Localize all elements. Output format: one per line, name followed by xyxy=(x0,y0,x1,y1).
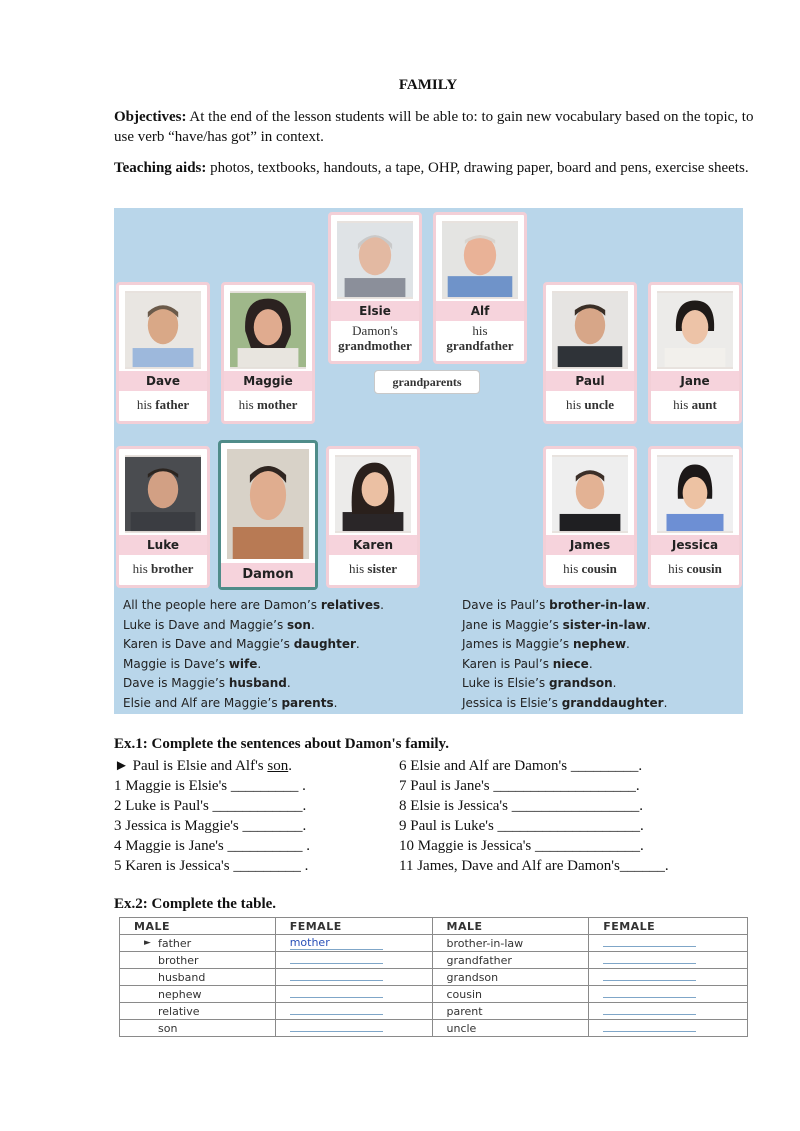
card-jane xyxy=(648,282,742,424)
card-relation: his sister xyxy=(348,561,398,576)
card-relation: his uncle xyxy=(565,397,615,412)
ex1-item[interactable]: 11 James, Dave and Alf are Damon's______. xyxy=(399,858,669,874)
luke-photo xyxy=(125,455,201,533)
example-arrow-icon: ► xyxy=(144,938,151,948)
card-relation: his brother xyxy=(132,561,194,576)
ex1-item[interactable]: 6 Elsie and Alf are Damon's _________. xyxy=(399,758,643,774)
table-cell: relative xyxy=(120,1003,276,1020)
table-cell-answer[interactable] xyxy=(275,1003,432,1020)
objectives-paragraph xyxy=(114,107,754,147)
table-cell-answer[interactable] xyxy=(275,969,432,986)
family-tree-picture xyxy=(114,208,743,714)
card-karen xyxy=(326,446,420,588)
table-cell: ► father xyxy=(120,935,276,952)
jessica-photo xyxy=(657,455,733,533)
teaching-aids-text: photos, textbooks, handouts, a tape, OHP, drawing paper, board and pens, exercise sheets. xyxy=(206,160,749,176)
column-header: MALE xyxy=(120,918,276,935)
table-cell-answer[interactable] xyxy=(589,969,748,986)
table-cell: grandson xyxy=(432,969,589,986)
gender-table xyxy=(119,917,748,1037)
page-title: FAMILY xyxy=(398,77,458,93)
ex1-item[interactable]: 10 Maggie is Jessica's ______________. xyxy=(399,838,644,854)
card-name: Jessica xyxy=(651,535,739,555)
table-cell-answer[interactable] xyxy=(275,952,432,969)
card-name: Jane xyxy=(651,371,739,391)
sentence: Luke is Elsie’s grandson. xyxy=(462,676,617,691)
table-row xyxy=(120,986,748,1003)
card-name: Paul xyxy=(546,371,634,391)
table-cell: husband xyxy=(120,969,276,986)
card-relation: his cousin xyxy=(563,561,617,576)
ex1-left-column xyxy=(114,756,310,876)
relatives-sentences-left xyxy=(123,596,384,714)
card-maggie xyxy=(221,282,315,424)
ex1-item[interactable]: 4 Maggie is Jane's __________ . xyxy=(114,838,311,854)
table-row xyxy=(120,935,748,952)
table-cell: grandfather xyxy=(432,952,589,969)
card-relation: Damon's grandmother xyxy=(338,323,412,353)
card-alf xyxy=(433,212,527,364)
table-cell-answer[interactable] xyxy=(589,1020,748,1037)
table-cell: brother-in-law xyxy=(432,935,589,952)
column-header: MALE xyxy=(432,918,589,935)
maggie-photo xyxy=(230,291,306,369)
table-cell-answer[interactable] xyxy=(275,1020,432,1037)
card-paul xyxy=(543,282,637,424)
sentence: Karen is Dave and Maggie’s daughter. xyxy=(123,637,360,652)
card-james xyxy=(543,446,637,588)
sentence: James is Maggie’s nephew. xyxy=(462,637,630,652)
objectives-label: Objectives: xyxy=(114,109,187,125)
card-dave xyxy=(116,282,210,424)
column-header: FEMALE xyxy=(275,918,432,935)
table-row xyxy=(120,952,748,969)
card-name: Luke xyxy=(119,535,207,555)
card-name: Elsie xyxy=(331,301,419,321)
ex1-item[interactable]: 1 Maggie is Elsie's _________ . xyxy=(114,778,306,794)
sentence: Dave is Paul’s brother-in-law. xyxy=(462,598,651,612)
sentence: Dave is Maggie’s husband. xyxy=(123,676,291,691)
james-photo xyxy=(552,455,628,533)
table-row xyxy=(120,1003,748,1020)
table-cell-answer[interactable]: mother xyxy=(275,935,432,952)
ex1-heading: Ex.1: Complete the sentences about Damon's family. xyxy=(114,736,449,752)
sentence: Elsie and Alf are Maggie’s parents. xyxy=(123,695,338,710)
objectives-text: At the end of the lesson students will be able to: to gain new vocabulary based on the topic, to use verb “have/has got” in context. xyxy=(114,109,754,145)
karen-photo xyxy=(335,455,411,533)
ex1-item[interactable]: 7 Paul is Jane's ___________________. xyxy=(399,778,640,794)
ex1-item[interactable]: 2 Luke is Paul's ____________. xyxy=(114,798,307,814)
dave-photo xyxy=(125,291,201,369)
grandparents-label: grandparents xyxy=(374,370,480,394)
elsie-photo xyxy=(337,221,413,299)
table-cell: cousin xyxy=(432,986,589,1003)
card-damon xyxy=(218,440,318,590)
sentence: Maggie is Dave’s wife. xyxy=(123,656,262,671)
teaching-aids-label: Teaching aids: xyxy=(114,160,207,176)
card-elsie xyxy=(328,212,422,364)
ex1-item[interactable]: 3 Jessica is Maggie's ________. xyxy=(114,818,307,834)
table-cell-answer[interactable] xyxy=(589,952,748,969)
ex1-item[interactable]: 8 Elsie is Jessica's _________________. xyxy=(399,798,643,814)
card-name: Karen xyxy=(329,535,417,555)
card-name: James xyxy=(546,535,634,555)
alf-photo xyxy=(442,221,518,299)
card-name: Dave xyxy=(119,371,207,391)
sentence: Luke is Dave and Maggie’s son. xyxy=(123,617,315,632)
table-row xyxy=(120,1020,748,1037)
card-name: Damon xyxy=(221,563,315,587)
card-name: Maggie xyxy=(224,371,312,391)
card-jessica xyxy=(648,446,742,588)
table-cell: nephew xyxy=(120,986,276,1003)
sentence: Jane is Maggie’s sister-in-law. xyxy=(462,617,651,632)
sentence: Jessica is Elsie’s granddaughter. xyxy=(462,695,668,710)
ex1-item[interactable]: 5 Karen is Jessica's _________ . xyxy=(114,858,309,874)
paul-photo xyxy=(552,291,628,369)
sentence: All the people here are Damon’s relatives. xyxy=(123,598,384,612)
table-cell: brother xyxy=(120,952,276,969)
jane-photo xyxy=(657,291,733,369)
table-cell-answer[interactable] xyxy=(589,1003,748,1020)
ex1-example: ► Paul is Elsie and Alf's son. xyxy=(114,758,292,774)
table-cell-answer[interactable] xyxy=(275,986,432,1003)
card-relation: his mother xyxy=(238,397,298,412)
table-header-row xyxy=(120,918,748,935)
table-cell: uncle xyxy=(432,1020,589,1037)
ex2-heading: Ex.2: Complete the table. xyxy=(114,896,277,912)
sentence: Karen is Paul’s niece. xyxy=(462,656,593,671)
table-cell: parent xyxy=(432,1003,589,1020)
teaching-aids-paragraph xyxy=(114,158,754,178)
card-relation: his aunt xyxy=(673,397,717,412)
card-relation: his grandfather xyxy=(446,323,514,353)
card-luke xyxy=(116,446,210,588)
ex1-right-column xyxy=(399,756,669,876)
table-cell: son xyxy=(120,1020,276,1037)
card-name: Alf xyxy=(436,301,524,321)
table-row xyxy=(120,969,748,986)
table-cell-answer[interactable] xyxy=(589,935,748,952)
card-relation: his father xyxy=(136,397,190,412)
card-relation: his cousin xyxy=(668,561,722,576)
damon-photo xyxy=(227,449,309,559)
column-header: FEMALE xyxy=(589,918,748,935)
relatives-sentences-right xyxy=(462,596,667,714)
table-cell-answer[interactable] xyxy=(589,986,748,1003)
ex1-item[interactable]: 9 Paul is Luke's ___________________. xyxy=(399,818,644,834)
